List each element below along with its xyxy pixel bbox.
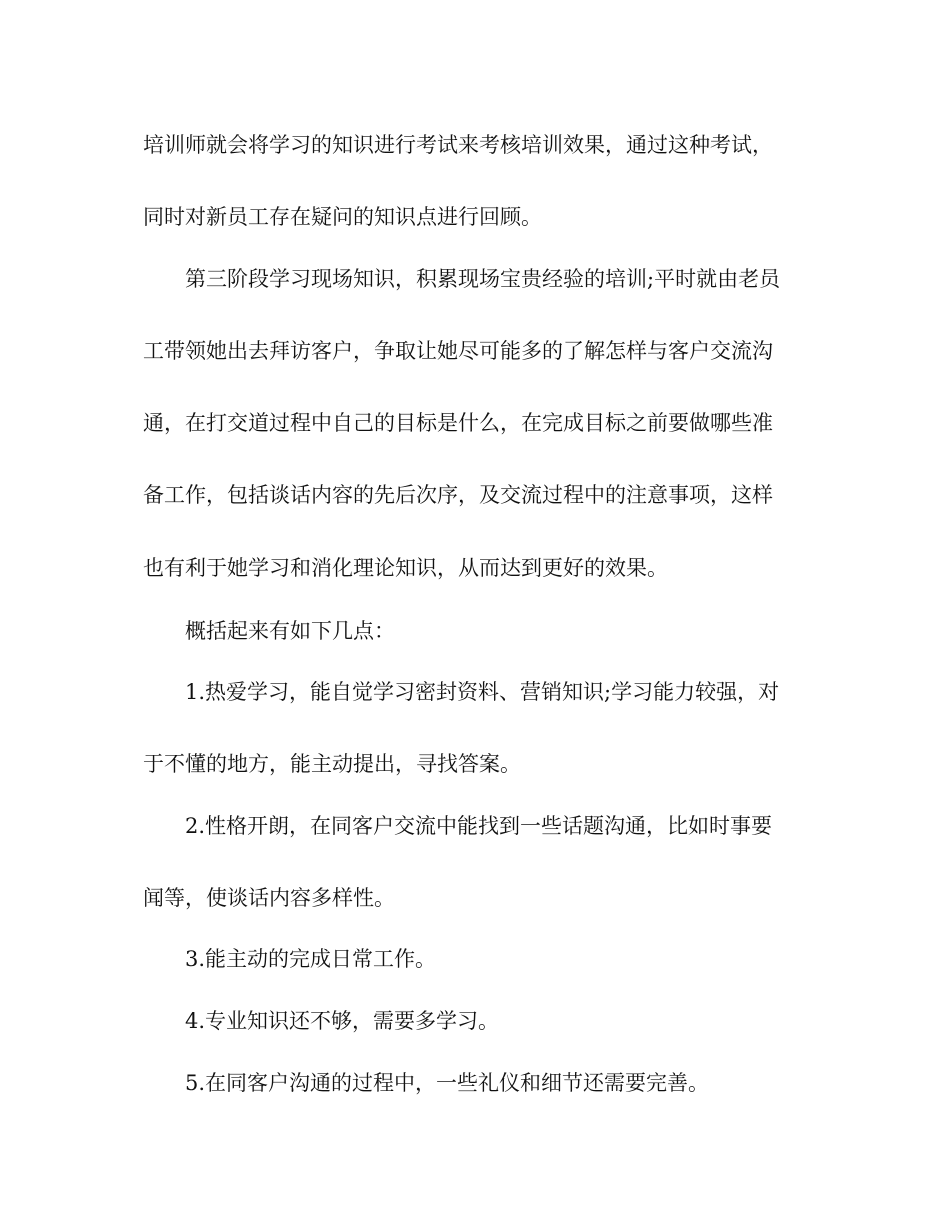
paragraph-line: 通，在打交道过程中自己的目标是什么，在完成目标之前要做哪些准 (143, 411, 773, 435)
paragraph-line: 培训师就会将学习的知识进行考试来考核培训效果，通过这种考试， (143, 133, 773, 157)
list-item-line: 3.能主动的完成日常工作。 (185, 947, 437, 971)
paragraph-line: 备工作，包括谈话内容的先后次序，及交流过程中的注意事项，这样 (143, 483, 773, 507)
paragraph-line: 第三阶段学习现场知识，积累现场宝贵经验的培训;平时就由老员 (185, 267, 781, 291)
list-item-line: 于不懂的地方，能主动提出，寻找答案。 (143, 752, 521, 776)
list-item-line: 5.在同客户沟通的过程中，一些礼仪和细节还需要完善。 (185, 1071, 710, 1095)
list-item-line: 2.性格开朗，在同客户交流中能找到一些话题沟通，比如时事要 (185, 814, 773, 838)
paragraph-line: 也有利于她学习和消化理论知识，从而达到更好的效果。 (143, 556, 668, 580)
list-item-line: 闻等，使谈话内容多样性。 (143, 886, 395, 910)
list-item-line: 1.热爱学习，能自觉学习密封资料、营销知识;学习能力较强，对 (185, 680, 780, 704)
paragraph-line: 概括起来有如下几点： (185, 619, 395, 643)
list-item-line: 4.专业知识还不够，需要多学习。 (185, 1009, 500, 1033)
paragraph-line: 同时对新员工存在疑问的知识点进行回顾。 (143, 205, 542, 229)
paragraph-line: 工带领她出去拜访客户，争取让她尽可能多的了解怎样与客户交流沟 (143, 339, 773, 363)
